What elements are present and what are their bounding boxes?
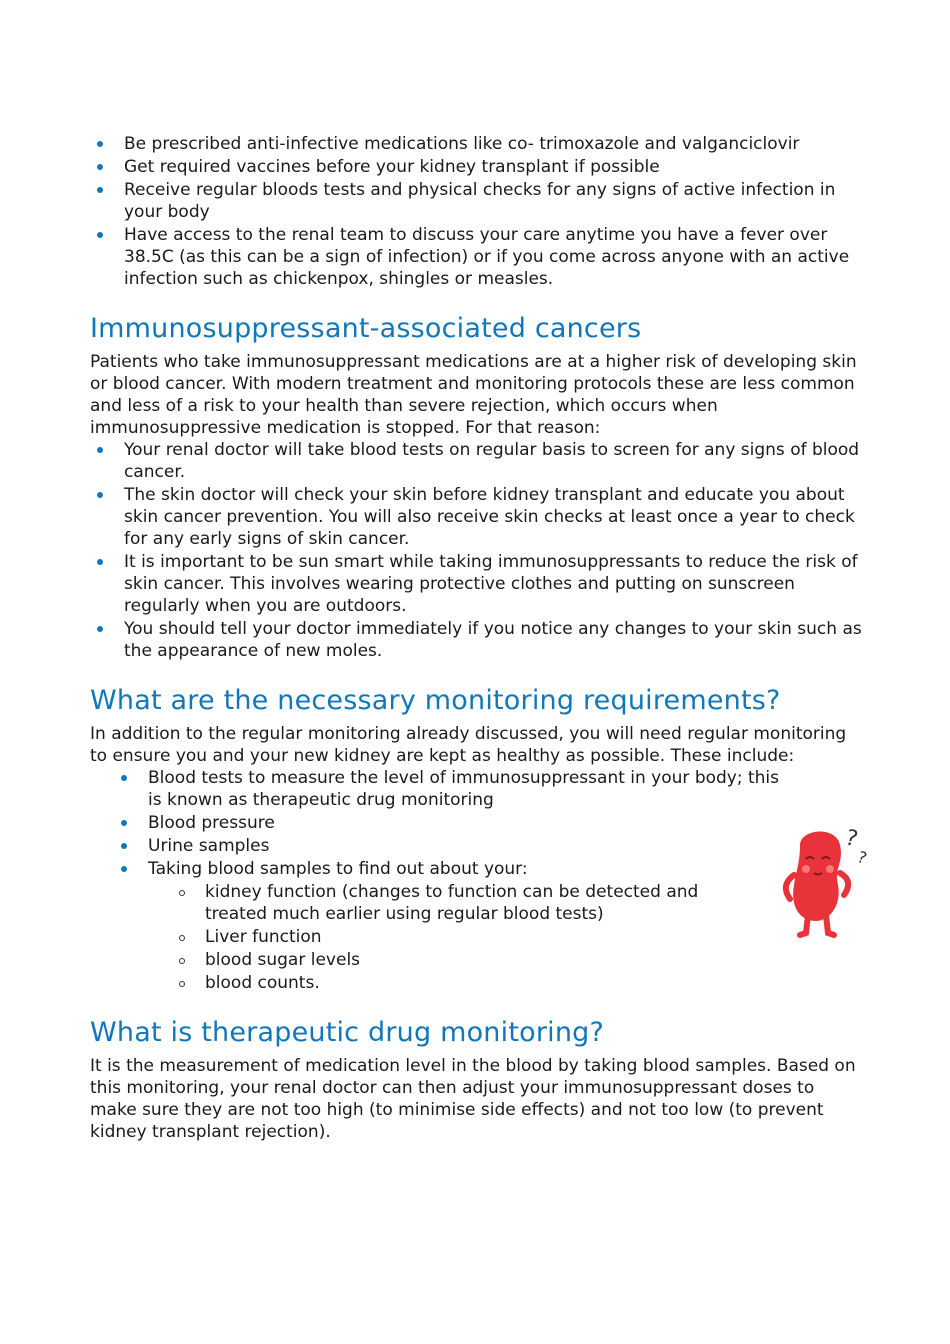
cancers-list (90, 439, 862, 662)
document-content (90, 133, 862, 1143)
sub-list-item: Liver function (90, 926, 770, 948)
blood-samples-sublist (90, 881, 770, 994)
list-item: Get required vaccines before your kidney transplant if possible (90, 156, 862, 178)
list-item: Be prescribed anti-infective medications like co- trimoxazole and valganciclovir (90, 133, 862, 155)
infection-prevention-list (90, 133, 862, 290)
list-item: The skin doctor will check your skin before kidney transplant and educate you about skin cancer prevention. You will also receive skin checks at least once a year to check for any early signs of skin cancer. (90, 484, 862, 550)
kidney-mascot-icon (778, 815, 878, 945)
tdm-paragraph: It is the measurement of medication level in the blood by taking blood samples. Based on this monitoring, your renal doctor can then adjust your immunosuppressant doses to make sure they are not too high (to minimise side effects) and not too low (to prevent kidney transplant rejection). (90, 1056, 856, 1142)
list-item: Have access to the renal team to discuss your care anytime you have a fever over 38.5C (as this can be a sign of infection) or if you come across anyone with an active infection such as chickenpox, shingles or measles. (90, 224, 862, 290)
sub-list-item: blood sugar levels (90, 949, 770, 971)
list-item: Urine samples (90, 835, 750, 857)
list-item: Taking blood samples to find out about your: (90, 858, 750, 880)
list-item: Receive regular bloods tests and physical checks for any signs of active infection in your body (90, 179, 862, 223)
sub-list-item: blood counts. (90, 972, 770, 994)
cancers-paragraph: Patients who take immunosuppressant medications are at a higher risk of developing skin or blood cancer. With modern treatment and monitoring protocols these are less common and less of a risk to your health than severe rejection, which occurs when immunosuppressive medication is stopped. For that reason: (90, 352, 857, 438)
monitoring-list (90, 767, 780, 880)
sub-list-item: kidney function (changes to function can be detected and treated much earlier using regular blood tests) (90, 881, 760, 925)
list-item: It is important to be sun smart while taking immunosuppressants to reduce the risk of skin cancer. This involves wearing protective clothes and putting on sunscreen regularly when you are outdoors. (90, 551, 862, 617)
tdm-heading: What is therapeutic drug monitoring? (90, 1017, 605, 1048)
monitoring-heading: What are the necessary monitoring requirements? (90, 685, 781, 716)
list-item: You should tell your doctor immediately if you notice any changes to your skin such as the appearance of new moles. (90, 618, 862, 662)
monitoring-paragraph: In addition to the regular monitoring already discussed, you will need regular monitoring to ensure you and your new kidney are kept as healthy as possible. These include: (90, 724, 847, 766)
cancers-heading: Immunosuppressant-associated cancers (90, 313, 642, 344)
list-item: Blood tests to measure the level of immunosuppressant in your body; this is known as therapeutic drug monitoring (90, 767, 788, 811)
list-item: Your renal doctor will take blood tests on regular basis to screen for any signs of blood cancer. (90, 439, 862, 483)
list-item: Blood pressure (90, 812, 750, 834)
svg-text:?: ? (842, 825, 861, 853)
svg-text:?: ? (854, 847, 870, 868)
